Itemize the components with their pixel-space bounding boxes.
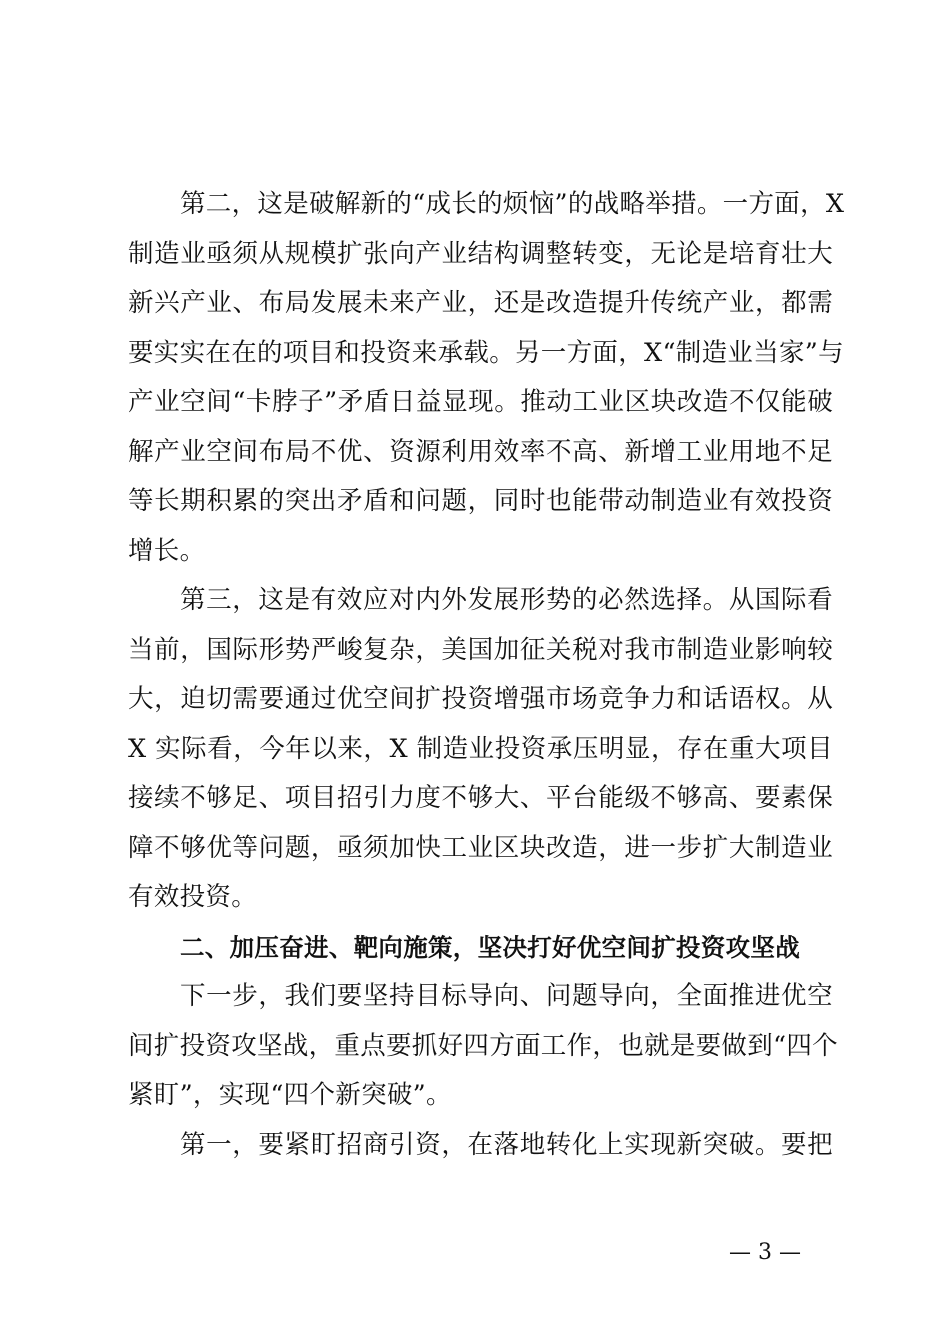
paragraph-line: 接续不够足、项目招引力度不够大、平台能级不够高、要素保 [128, 783, 833, 813]
paragraph-line: 制造业亟须从规模扩张向产业结构调整转变，无论是培育壮大 [128, 238, 833, 269]
paragraph-line: 当前，国际形势严峻复杂，美国加征关税对我市制造业影响较 [128, 634, 833, 665]
paragraph-line: 有效投资。 [128, 882, 258, 912]
paragraph-line: 间扩投资攻坚战，重点要抓好四方面工作，也就是要做到“四个 [128, 1030, 838, 1061]
paragraph-line: 障不够优等问题，亟须加快工业区块改造，进一步扩大制造业 [128, 832, 833, 863]
paragraph-line: 紧盯”，实现“四个新突破”。 [128, 1080, 452, 1110]
paragraph-line: 第二，这是破解新的“成长的烦恼”的战略举措。一方面，X [180, 189, 845, 219]
paragraph-line: 等长期积累的突出矛盾和问题，同时也能带动制造业有效投资 [128, 486, 833, 516]
paragraph-line: 下一步，我们要坚持目标导向、问题导向，全面推进优空 [180, 981, 833, 1011]
paragraph-line: 第三，这是有效应对内外发展形势的必然选择。从国际看 [180, 585, 833, 615]
section-heading: 二、加压奋进、靶向施策，坚决打好优空间扩投资攻坚战 [180, 932, 800, 962]
paragraph-line: 产业空间“卡脖子”矛盾日益显现。推动工业区块改造不仅能破 [128, 387, 833, 417]
paragraph-line: X 实际看，今年以来，X 制造业投资承压明显，存在重大项目 [128, 733, 833, 764]
paragraph-line: 解产业空间布局不优、资源利用效率不高、新增工业用地不足 [128, 436, 833, 467]
paragraph-line: 增长。 [128, 535, 206, 566]
page-number: — 3 — [729, 1240, 801, 1265]
paragraph-line: 要实实在在的项目和投资来承载。另一方面，X“制造业当家”与 [128, 337, 844, 368]
paragraph-line: 第一，要紧盯招商引资，在落地转化上实现新突破。要把 [180, 1129, 833, 1160]
paragraph-line: 大，迫切需要通过优空间扩投资增强市场竞争力和话语权。从 [128, 684, 833, 714]
paragraph-line: 新兴产业、布局发展未来产业，还是改造提升传统产业，都需 [128, 288, 833, 318]
body-text [128, 180, 845, 1170]
